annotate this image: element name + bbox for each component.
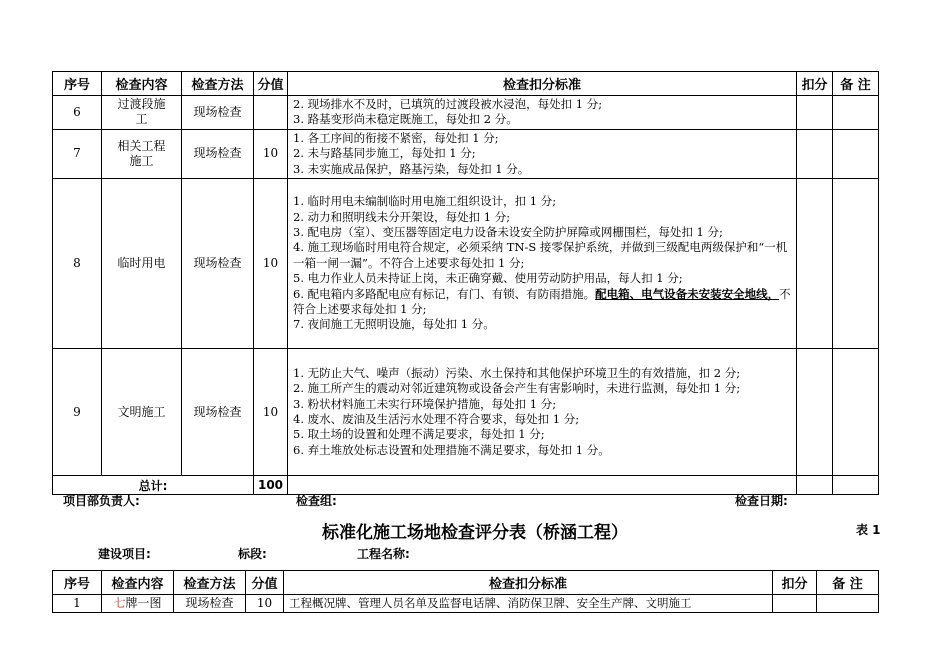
row-method: 现场检查 (182, 96, 254, 130)
project-label: 建设项目: (98, 547, 151, 561)
row-no: 1 (53, 595, 102, 613)
row-remark[interactable] (833, 179, 879, 349)
standard-line: 3. 未实施成品保护，路基污染，每处扣 1 分。 (293, 161, 530, 176)
row-deduct[interactable] (797, 129, 833, 178)
row-content (102, 595, 174, 613)
total-remark[interactable] (833, 476, 879, 495)
header-standard: 检查扣分标准 (288, 72, 797, 96)
row-content: 文明施工 (102, 349, 182, 476)
standard-line (293, 287, 793, 318)
standard-emphasis: 配电箱、电气设备未安装安全地线， (595, 286, 780, 301)
leader-label: 项目部负责人: (63, 494, 140, 508)
row-score: 10 (254, 129, 288, 178)
row-method: 现场检查 (174, 595, 246, 613)
header-remark: 备 注 (817, 571, 879, 595)
standard-line: 1. 无防止大气、噪声（振动）污染、水土保持和其他保护环境卫生的有效措施，扣 2 分; (293, 365, 741, 380)
total-label: 总计: (53, 476, 254, 495)
standard-line: 1. 临时用电未编制临时用电施工组织设计，扣 1 分; (293, 194, 557, 209)
standard-line: 4. 废水、废油及生活污水处理不符合要求，每处扣 1 分; (293, 412, 580, 427)
standard-line: 7. 夜间施工无照明设施，每处扣 1 分。 (293, 317, 495, 332)
standard-line: 5. 取土场的设置和处理不满足要求，每处扣 1 分; (293, 427, 545, 442)
row-standard (288, 179, 797, 349)
standard-line: 5. 电力作业人员未持证上岗，未正确穿戴、使用劳动防护用品，每人扣 1 分; (293, 271, 683, 286)
row-method: 现场检查 (182, 349, 254, 476)
table-number: 表 1 (856, 523, 881, 537)
row-remark[interactable] (833, 349, 879, 476)
row-content: 过渡段施工 (102, 96, 182, 130)
header-method: 检查方法 (182, 72, 254, 96)
row-score: 10 (254, 349, 288, 476)
row-standard: 工程概况牌、管理人员名单及监督电话牌、消防保卫牌、安全生产牌、文明施工 (284, 595, 773, 613)
standard-line: 2. 动力和照明线未分开架设，每处扣 1 分; (293, 209, 511, 224)
row-remark[interactable] (833, 129, 879, 178)
row-no: 9 (53, 349, 102, 476)
standard-line: 2. 未与路基同步施工，每处扣 1 分; (293, 146, 476, 161)
standard-line: 3. 粉状材料施工未实行环境保护措施，每处扣 1 分; (293, 396, 557, 411)
section-label: 标段: (238, 547, 267, 561)
row-standard (288, 129, 797, 178)
row-standard (288, 349, 797, 476)
header-method: 检查方法 (174, 571, 246, 595)
total-value: 100 (254, 476, 288, 495)
row-no: 8 (53, 179, 102, 349)
row-content-rest: 牌一图 (125, 596, 162, 611)
row-remark[interactable] (817, 595, 879, 613)
row-deduct[interactable] (797, 179, 833, 349)
row-method: 现场检查 (182, 179, 254, 349)
standard-line: 2. 施工所产生的震动对邻近建筑物或设备会产生有害影响时，未进行监测，每处扣 1 分; (293, 381, 741, 396)
header-remark: 备 注 (833, 72, 879, 96)
table-row (53, 96, 879, 130)
group-label: 检查组: (296, 494, 337, 508)
total-deduct[interactable] (797, 476, 833, 495)
standard-text: 6. 配电箱内多路配电应有标记，有门、有锁、有防雨措施。 (293, 286, 596, 301)
row-method: 现场检查 (182, 129, 254, 178)
header-standard: 检查扣分标准 (284, 571, 773, 595)
row-no: 7 (53, 129, 102, 178)
table-row (53, 595, 879, 613)
row-content: 相关工程施工 (102, 129, 182, 178)
row-score (254, 96, 288, 130)
row-remark[interactable] (833, 96, 879, 130)
row-deduct[interactable] (797, 96, 833, 130)
table-row (53, 129, 879, 178)
header-no: 序号 (53, 571, 102, 595)
standard-line: 6. 弃土堆放处标志设置和处理措施不满足要求，每处扣 1 分。 (293, 442, 610, 457)
header-deduct: 扣分 (773, 571, 817, 595)
form-title: 标准化施工场地检查评分表（桥涵工程） (322, 523, 628, 543)
project-name-label: 工程名称: (357, 547, 410, 561)
header-deduct: 扣分 (797, 72, 833, 96)
row-content: 临时用电 (102, 179, 182, 349)
standard-line: 1. 各工序间的衔接不紧密，每处扣 1 分; (293, 130, 499, 145)
standard-line: 3. 配电房（室）、变压器等固定电力设备未设安全防护屏障或网栅围栏，每处扣 1 分; (293, 225, 723, 240)
header-content: 检查内容 (102, 571, 174, 595)
standard-line: 2. 现场排水不及时，已填筑的过渡段被水浸泡，每处扣 1 分; (293, 97, 603, 111)
date-label: 检查日期: (735, 494, 788, 508)
inspection-table-lower (52, 570, 879, 613)
table-row (53, 349, 879, 476)
standard-text: 不符合上述要求每处扣 1 分; (293, 286, 791, 317)
table-row (53, 179, 879, 349)
row-score: 10 (246, 595, 284, 613)
header-score: 分值 (246, 571, 284, 595)
header-no: 序号 (53, 72, 102, 96)
inspection-table-upper (52, 71, 879, 495)
row-score: 10 (254, 179, 288, 349)
row-content-red: 七 (113, 596, 126, 611)
header-score: 分值 (254, 72, 288, 96)
header-content: 检查内容 (102, 72, 182, 96)
row-deduct[interactable] (797, 349, 833, 476)
row-no: 6 (53, 96, 102, 130)
row-standard (288, 96, 797, 130)
standard-line: 4. 施工现场临时用电符合规定，必须采纳 TN-S 接零保护系统，并做到三级配电两级保护和“一机一箱一闸一漏”。不符合上述要求每处扣 1 分; (293, 240, 788, 270)
total-standard (288, 476, 797, 495)
row-deduct[interactable] (773, 595, 817, 613)
standard-line: 3. 路基变形尚未稳定既施工，每处扣 2 分。 (293, 112, 518, 127)
